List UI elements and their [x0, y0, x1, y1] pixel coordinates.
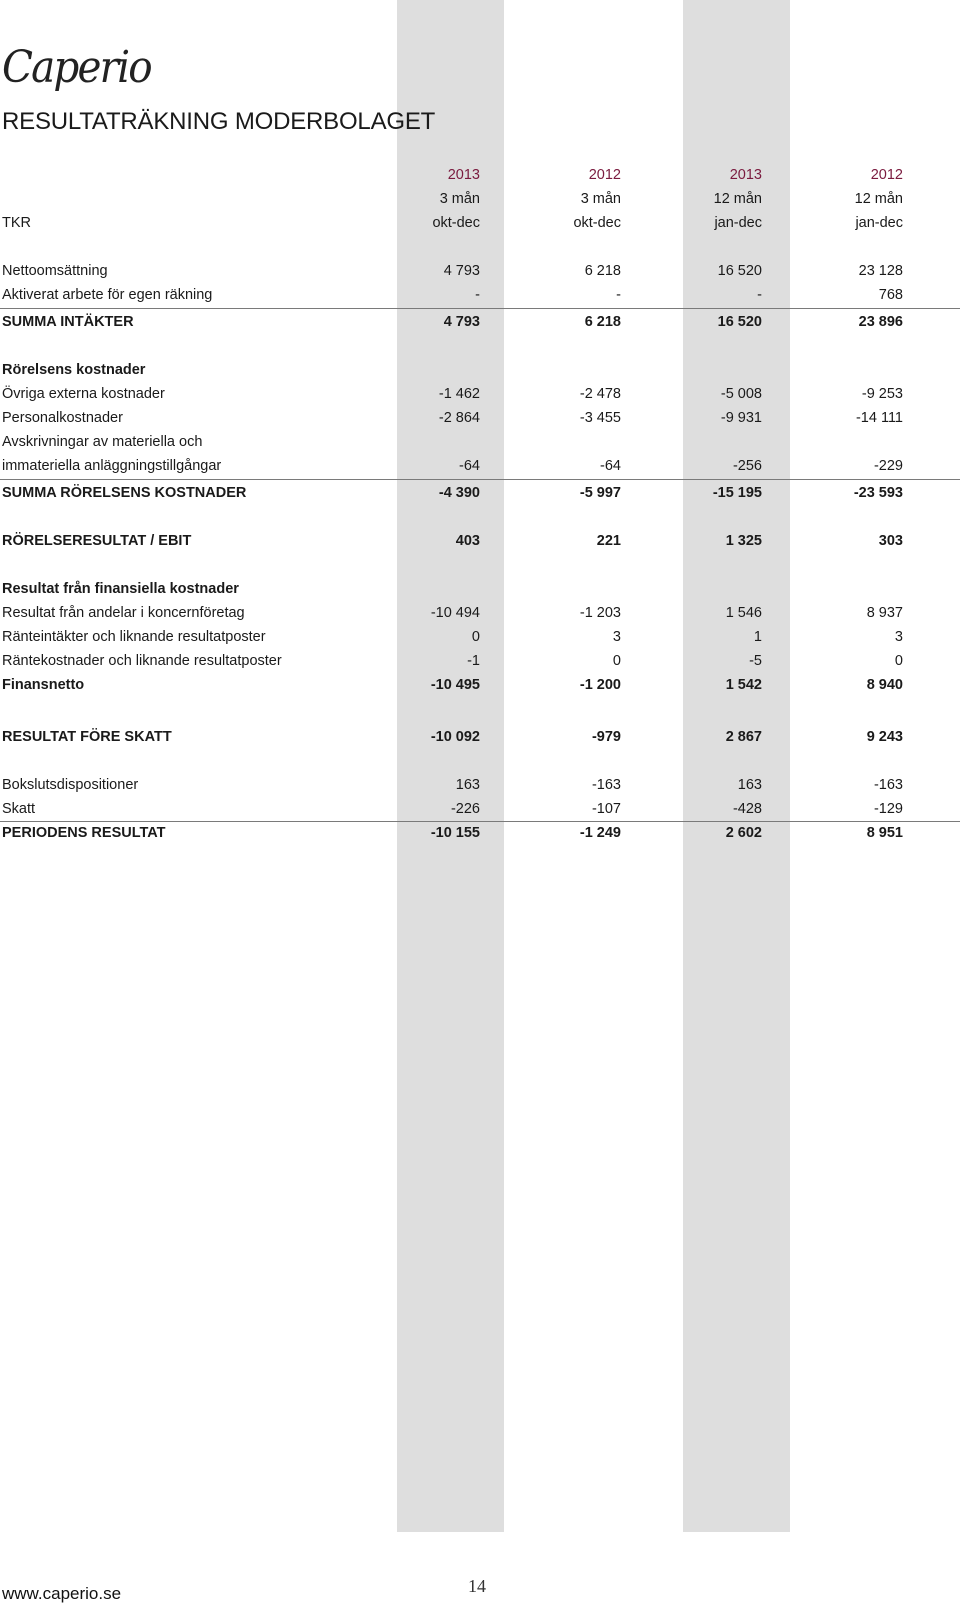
value-cell: -1 200: [579, 677, 621, 693]
row-label: Räntekostnader och liknande resultatposter: [2, 653, 282, 669]
value-cell: 4 793: [443, 263, 480, 279]
header-year-row: [0, 164, 960, 186]
row-label: RESULTAT FÖRE SKATT: [2, 729, 172, 745]
row-label: Resultat från andelar i koncernföretag: [2, 605, 245, 621]
value-cell: 2 602: [725, 825, 762, 841]
value-cell: -2 864: [438, 410, 480, 426]
value-cell: -107: [591, 801, 621, 817]
summary-row: [0, 311, 960, 333]
value-cell: 1 542: [725, 677, 762, 693]
value-cell: -5: [749, 653, 762, 669]
value-cell: -1 462: [438, 386, 480, 402]
value-cell: 6 218: [584, 314, 621, 330]
value-cell: 8 937: [866, 605, 903, 621]
page-number: 14: [468, 1576, 486, 1596]
value-cell: -163: [591, 777, 621, 793]
value-cell: 3: [612, 629, 621, 645]
value-cell: -1: [467, 653, 480, 669]
value-cell: 3: [894, 629, 903, 645]
value-cell: -15 195: [712, 485, 762, 501]
value-cell: 8 951: [866, 825, 903, 841]
row-label: SUMMA INTÄKTER: [2, 314, 134, 330]
value-cell: -129: [873, 801, 903, 817]
value-cell: 163: [455, 777, 480, 793]
value-cell: -10 155: [430, 825, 480, 841]
year-cell: 2013: [729, 167, 762, 183]
value-cell: -428: [732, 801, 762, 817]
value-cell: -: [757, 287, 762, 303]
table-row: [0, 383, 960, 405]
row-label: Nettoomsättning: [2, 263, 108, 279]
value-cell: -64: [459, 458, 480, 474]
row-label: Övriga externa kostnader: [2, 386, 165, 402]
value-cell: 303: [878, 533, 903, 549]
value-cell: -5 008: [720, 386, 762, 402]
year-cell: 2012: [870, 167, 903, 183]
section-heading: [0, 578, 960, 600]
value-cell: -4 390: [438, 485, 480, 501]
value-cell: 4 793: [443, 314, 480, 330]
months-cell: 3 mån: [439, 191, 480, 207]
row-label: SUMMA RÖRELSENS KOSTNADER: [2, 485, 247, 501]
section-label: Resultat från finansiella kostnader: [2, 581, 239, 597]
value-cell: 0: [894, 653, 903, 669]
section-heading: [0, 359, 960, 381]
value-cell: 9 243: [866, 729, 903, 745]
value-cell: 23 896: [858, 314, 903, 330]
value-cell: -10 092: [430, 729, 480, 745]
section-label: Rörelsens kostnader: [2, 362, 146, 378]
value-cell: 1 325: [725, 533, 762, 549]
year-cell: 2013: [447, 167, 480, 183]
row-label: Bokslutsdispositioner: [2, 777, 139, 793]
months-cell: 12 mån: [854, 191, 903, 207]
row-label: Ränteintäkter och liknande resultatposter: [2, 629, 266, 645]
months-cell: 12 mån: [713, 191, 762, 207]
caperio-logo: Caperio: [2, 42, 151, 93]
summary-row: [0, 822, 960, 844]
table-row: [0, 602, 960, 624]
year-cell: 2012: [588, 167, 621, 183]
value-cell: 0: [612, 653, 621, 669]
value-cell: 1 546: [725, 605, 762, 621]
value-cell: 0: [471, 629, 480, 645]
value-cell: -1 249: [579, 825, 621, 841]
footer-website: www.caperio.se: [2, 1584, 122, 1603]
value-cell: -10 494: [430, 605, 480, 621]
value-cell: -5 997: [579, 485, 621, 501]
value-cell: 221: [596, 533, 621, 549]
period-cell: jan-dec: [855, 215, 903, 231]
row-label: RÖRELSERESULTAT / EBIT: [2, 533, 192, 549]
summary-row: [0, 674, 960, 696]
table-row: [0, 455, 960, 477]
value-cell: -10 495: [430, 677, 480, 693]
row-label: Finansnetto: [2, 677, 85, 693]
summary-row: [0, 530, 960, 552]
value-cell: 403: [455, 533, 480, 549]
months-cell: 3 mån: [580, 191, 621, 207]
value-cell: 768: [878, 287, 903, 303]
value-cell: 6 218: [584, 263, 621, 279]
value-cell: 16 520: [717, 263, 762, 279]
value-cell: -23 593: [853, 485, 903, 501]
divider: [0, 479, 960, 480]
value-cell: -163: [873, 777, 903, 793]
value-cell: -: [616, 287, 621, 303]
table-row: [0, 774, 960, 796]
value-cell: -3 455: [579, 410, 621, 426]
value-cell: 16 520: [717, 314, 762, 330]
table-row: [0, 626, 960, 648]
value-cell: -2 478: [579, 386, 621, 402]
value-cell: -: [475, 287, 480, 303]
summary-row: [0, 482, 960, 504]
row-label: PERIODENS RESULTAT: [2, 825, 166, 841]
row-label: immateriella anläggningstillgångar: [2, 458, 222, 474]
header-months-row: [0, 188, 960, 210]
value-cell: 8 940: [866, 677, 903, 693]
value-cell: -1 203: [579, 605, 621, 621]
table-row: [0, 260, 960, 282]
unit-label: TKR: [2, 215, 31, 231]
table-row: [0, 650, 960, 672]
value-cell: -14 111: [855, 410, 903, 426]
row-label: Avskrivningar av materiella och: [2, 434, 203, 450]
value-cell: -979: [591, 729, 621, 745]
value-cell: 23 128: [858, 263, 903, 279]
period-cell: jan-dec: [714, 215, 762, 231]
value-cell: 2 867: [725, 729, 762, 745]
table-row: [0, 431, 960, 453]
period-cell: okt-dec: [573, 215, 621, 231]
period-cell: okt-dec: [432, 215, 480, 231]
table-row: [0, 284, 960, 306]
table-row: [0, 798, 960, 820]
page-title: RESULTATRÄKNING MODERBOLAGET: [2, 108, 436, 135]
value-cell: -226: [450, 801, 480, 817]
row-label: Skatt: [2, 801, 36, 817]
row-label: Personalkostnader: [2, 410, 123, 426]
row-label: Aktiverat arbete för egen räkning: [2, 287, 213, 303]
summary-row: [0, 726, 960, 748]
value-cell: 1: [753, 629, 762, 645]
header-period-row: [0, 212, 960, 234]
value-cell: -9 253: [861, 386, 903, 402]
table-row: [0, 407, 960, 429]
divider: [0, 308, 960, 309]
value-cell: -9 931: [720, 410, 762, 426]
value-cell: 163: [737, 777, 762, 793]
value-cell: -229: [873, 458, 903, 474]
value-cell: -64: [600, 458, 621, 474]
value-cell: -256: [732, 458, 762, 474]
